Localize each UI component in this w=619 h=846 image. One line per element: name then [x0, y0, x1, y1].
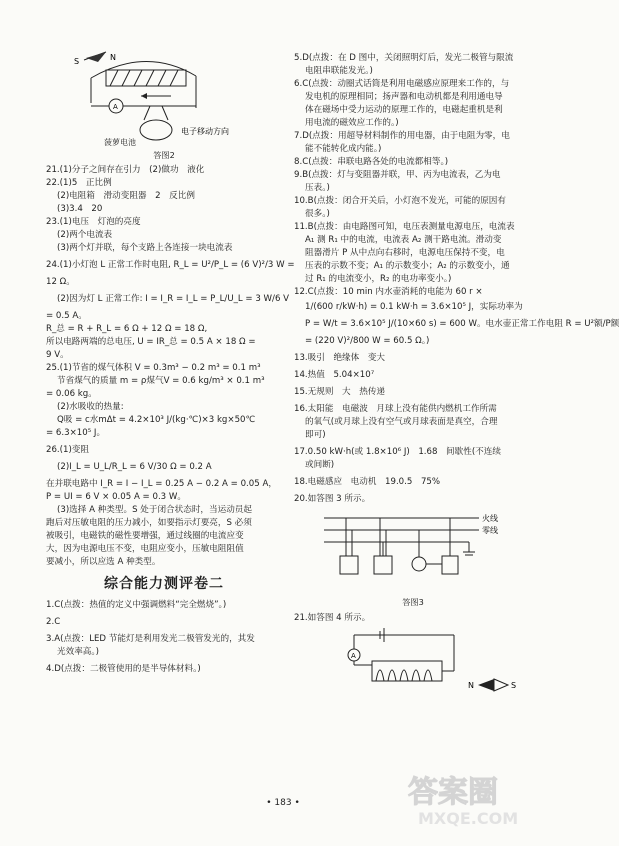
answer-line: 压表的示数不变；A₁ 的示数变小；A₂ 的示数变小，通 — [305, 261, 510, 271]
answer-line: 跑后对压敏电阻的压力减小，如要指示灯要亮，S 必须 — [46, 518, 252, 528]
answer-line: 4.D(点拨：二极管使用的是半导体材料。) — [46, 664, 201, 674]
answer-line: 即可) — [305, 430, 326, 440]
figure-4 — [294, 625, 532, 705]
answer-line: P = UI = 6 V × 0.05 A = 0.3 W。 — [46, 492, 186, 502]
answer-line: 的氧气(或月球上没有空气或月球表面是真空，合理 — [305, 417, 498, 427]
socket-icon — [340, 556, 358, 574]
watermark-logo — [398, 762, 548, 832]
answer-line: 9 V。 — [46, 350, 69, 360]
svg-text:S: S — [74, 57, 80, 66]
neutral-wire-label: 零线 — [482, 526, 498, 535]
answer-line: A₁ 测 R₁ 中的电流，电流表 A₂ 测干路电流。滑动变 — [305, 235, 502, 245]
answer-line: 26.(1)变阻 — [46, 445, 90, 455]
answer-line: 体在磁场中受力运动的原理工作的，电磁起重机是利 — [305, 105, 503, 115]
answer-line: (3)两个灯并联，每个支路上各连接一块电流表 — [57, 243, 233, 253]
answer-line: 21.如答图 4 所示。 — [294, 613, 371, 623]
answer-line: 被吸引，电磁铁的磁性要增强，通过线圈的电流应变 — [46, 531, 244, 541]
answer-line: 12 Ω。 — [46, 277, 75, 287]
answer-line: 25.(1)节省的煤气体积 V = 0.3m³ − 0.2 m³ = 0.1 m³ — [46, 363, 261, 373]
answer-line: 7.D(点拨：用超导材料制作的用电器，由于电阻为零，电 — [294, 131, 510, 141]
figure-2 — [46, 48, 282, 158]
answer-line: (2)水吸收的热量: — [57, 402, 124, 412]
answer-line: 17.0.50 kW·h(或 1.8×10⁶ J) 1.68 间歇性(不连续 — [294, 447, 501, 457]
answer-line: 24.(1)小灯泡 L 正常工作时电阻, R_L = U²/P_L = (6 V)²/3 W = — [46, 260, 295, 270]
answer-line: 11.B(点拨：由电路图可知，电压表测量电源电压，电流表 — [294, 222, 515, 232]
answer-line: 发电机的原理相同；扬声器和电动机都是利用通电导 — [305, 92, 503, 102]
answer-line: 21.(1)分子之间存在引力 (2)做功 液化 — [46, 165, 205, 175]
answer-line: (2)I_L = U_L/R_L = 6 V/30 Ω = 0.2 A — [57, 462, 212, 472]
answer-line: 1/(600 r/kW·h) = 0.1 kW·h = 3.6×10⁵ J，实际功率为 — [305, 302, 523, 312]
answer-line: 电阻串联能发光。) — [305, 66, 373, 76]
answer-line: 18.电磁感应 电动机 19.0.5 75% — [294, 477, 441, 487]
answer-line: 或间断) — [305, 460, 335, 470]
answer-line: 能不能转化成内能。) — [305, 144, 382, 154]
answer-line: R_总 = R + R_L = 6 Ω + 12 Ω = 18 Ω, — [46, 324, 208, 334]
answer-line: = 6.3×10⁵ J。 — [46, 428, 106, 438]
answer-line: 5.D(点拨：在 D 图中，关闭照明灯后，发光二极管与限流 — [294, 53, 514, 63]
answer-line: 9.B(点拨：灯与变阻器并联，甲、丙为电流表，乙为电 — [294, 170, 501, 180]
answer-line: (2)两个电流表 — [57, 230, 113, 240]
answer-line: 用电流的磁效应工作的。) — [305, 118, 399, 128]
north-pole-label: N — [468, 681, 474, 690]
south-pole-label: S — [511, 681, 517, 690]
answer-line: 阻器滑片 P 从中点向右移时，电源电压保持不变，电 — [305, 248, 505, 258]
answer-line: = 0.06 kg。 — [46, 389, 97, 399]
left-column — [46, 48, 295, 676]
answer-line: 过 R₁ 的电流变小，R₂ 的电功率变小。) — [305, 274, 452, 284]
answer-line: (2)因为灯 L 正常工作: I = I_R = I_L = P_L/U_L = 3 W/6 V — [57, 294, 290, 304]
figure-2-diagram — [46, 48, 282, 148]
answer-line: 10.B(点拨：闭合开关后，小灯泡不发光，可能的原因有 — [294, 196, 506, 206]
answer-line: 14.热值 5.04×10⁷ — [294, 370, 375, 380]
answer-line: 节省煤气的质量 m = ρ煤气V = 0.6 kg/m³ × 0.1 m³ — [57, 376, 265, 386]
ammeter-label: A — [351, 652, 356, 660]
answer-line: Q吸 = c水mΔt = 4.2×10³ J/(kg·℃)×3 kg×50℃ — [57, 415, 256, 425]
figure-3-diagram — [294, 508, 532, 594]
answer-line: 大，因为电源电压不变，电阻应变小，压敏电阻阻值 — [46, 544, 244, 554]
right-column — [294, 52, 619, 705]
answer-line: (3)选择 A 种类型。S 处于闭合状态时，当运动员起 — [57, 505, 252, 515]
answer-line: 15.无规则 大 热传递 — [294, 387, 386, 397]
answer-line: 要减小，所以应选 A 种类型。 — [46, 557, 161, 567]
electron-direction-label: 电子移动方向 — [181, 127, 229, 136]
lamp-icon — [412, 557, 426, 571]
answer-line: 在并联电路中 I_R = I − I_L = 0.25 A − 0.2 A = 0.05 A， — [46, 479, 277, 489]
svg-text:N: N — [110, 53, 116, 62]
answer-line: 所以电路两端的总电压, U = IR_总 = 0.5 A × 18 Ω = — [46, 337, 256, 347]
figure-4-diagram — [294, 625, 532, 703]
figure-3-caption: 答图3 — [402, 597, 424, 607]
answer-line: 很多。) — [305, 209, 330, 219]
answer-line: 22.(1)5 正比例 — [46, 178, 112, 188]
answer-line: = (220 V)²/800 W = 60.5 Ω。) — [305, 336, 430, 346]
answer-line: 压表。) — [305, 183, 330, 193]
figure-3 — [294, 508, 532, 608]
battery-label: 菠萝电池 — [104, 138, 136, 147]
answer-line: 20.如答图 3 所示。 — [294, 494, 371, 504]
ammeter-label: A — [113, 103, 118, 111]
answer-line: (2)电阻箱 滑动变阻器 2 反比例 — [57, 191, 195, 201]
socket-icon — [374, 556, 392, 574]
answer-line: = 0.5 A。 — [46, 311, 87, 321]
answer-line: 1.C(点拨：热值的定义中强调燃料“完全燃烧”。) — [46, 600, 227, 610]
switch-icon — [442, 556, 458, 574]
page-number: • 183 • — [266, 798, 300, 808]
answer-line: (3)3.4 20 — [57, 204, 103, 214]
svg-text:答案圈: 答案圈 — [408, 775, 498, 810]
answer-line: 6.C(点拨：动圈式话筒是利用电磁感应原理来工作的，与 — [294, 79, 510, 89]
answer-line: 16.太阳能 电磁波 月球上没有能供内燃机工作所需 — [294, 404, 497, 414]
answer-line: 2.C — [46, 617, 61, 627]
answer-line: P = W/t = 3.6×10⁵ J/(10×60 s) = 600 W。电水壶正常工作电阻 R = U²额/P额 — [305, 319, 619, 329]
answer-line: 3.A(点拨：LED 节能灯是利用发光二极管发光的，其发 — [46, 634, 255, 644]
figure-2-caption: 答图2 — [153, 150, 175, 160]
section-title: 综合能力测评卷二 — [104, 576, 224, 592]
compass-needle-icon — [478, 679, 494, 691]
answer-line: 光效率高。) — [57, 647, 100, 657]
live-wire-label: 火线 — [482, 514, 498, 523]
answer-line: 12.C(点拨：10 min 内水壶消耗的电能为 60 r × — [294, 287, 483, 297]
answer-line: 13.吸引 绝缘体 变大 — [294, 353, 386, 363]
answer-line: 23.(1)电压 灯泡的亮度 — [46, 217, 141, 227]
answer-line: 8.C(点拨：串联电路各处的电流都相等。) — [294, 157, 449, 167]
svg-text:MXQE.COM: MXQE.COM — [418, 809, 519, 828]
